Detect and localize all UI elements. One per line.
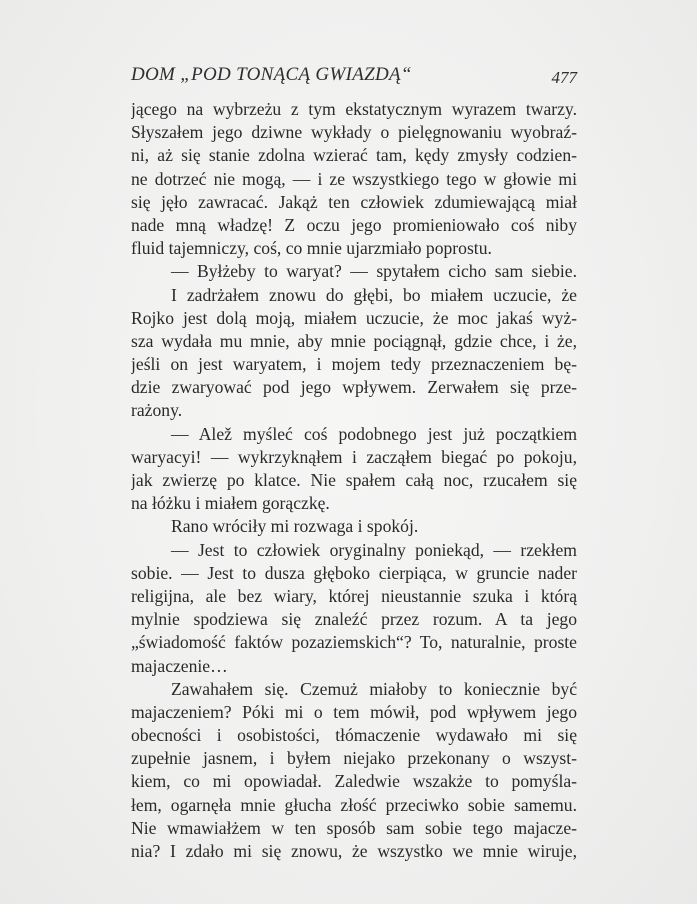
text-line: sobie. — Jest to dusza głęboko cierpiąca, w gruncie nader (131, 562, 577, 583)
page-header (131, 64, 577, 94)
text-line: zupełnie jasnem, i byłem niejako przekonany o wszyst- (131, 748, 577, 769)
text-line: się jęło zawracać. Jakąż ten człowiek zdumiewającą miał (131, 191, 577, 212)
text-line: Rojko jest dolą moją, miałem uczucie, że moc jakaś wyż- (131, 307, 577, 328)
text-line: I zadrżałem znowu do głębi, bo miałem uczucie, że (171, 284, 577, 305)
text-line: rażony. (131, 400, 183, 421)
text-line: mylnie spodziewa się znaleźć przez rozum. A ta jego (131, 609, 577, 630)
running-title: DOM „POD TONĄCĄ GWIAZDĄ“ (131, 64, 412, 85)
text-line: fluid tajemniczy, coś, co mnie ujarzmiało poprostu. (131, 238, 492, 259)
text-line: — Byłżeby to waryat? — spytałem cicho sam siebie. (171, 261, 577, 282)
text-line: Rano wróciły mi rozwaga i spokój. (171, 516, 419, 537)
text-line: jącego na wybrzeżu z tym ekstatycznym wyrazem twarzy. (131, 99, 577, 119)
text-line: ni, aż się stanie zdolna wzierać tam, kędy zmysły codzien- (131, 145, 577, 166)
text-line: ne dotrzeć nie mogą, — i ze wszystkiego tego w głowie mi (131, 168, 577, 189)
text-line: jeśli on jest waryatem, i mojem tedy przeznaczeniem bę- (131, 354, 577, 375)
text-line: majaczeniem? Póki mi o tem mówił, pod wpływem jego (131, 701, 577, 722)
text-line: religijna, ale bez wiary, której nieustannie szuka i którą (131, 585, 577, 606)
text-line: jak zwierzę po klatce. Nie spałem całą noc, rzucałem się (131, 470, 577, 490)
text-line: nade mną władzę! Z oczu jego promieniowało coś niby (131, 214, 577, 235)
page-number: 477 (551, 68, 577, 87)
text-line: kiem, co mi opowiadał. Zaledwie wszakże to pomyśla- (131, 771, 577, 792)
text-line: majaczenie… (131, 655, 228, 676)
text-line: Słyszałem jego dziwne wykłady o pielęgnowaniu wyobraź- (131, 122, 577, 143)
text-line: Nie wmawiałżem w ten sposób sam sobie tego majacze- (131, 817, 577, 838)
text-line: Zawahałem się. Czemuż miałoby to koniecznie być (171, 678, 577, 699)
body-text (131, 98, 577, 863)
text-line: nia? I zdało mi się znowu, że wszystko we mnie wiruje, (131, 841, 577, 861)
text-line: łem, ogarnęła mnie głucha złość przeciwko sobie samemu. (131, 794, 577, 815)
text-line: — Jest to człowiek oryginalny poniekąd, — rzekłem (171, 539, 577, 560)
text-line: dzie zwaryować pod jego wpływem. Zerwałem się prze- (131, 377, 577, 398)
text-line: „świadomość faktów pozaziemskich“? To, naturalnie, proste (131, 632, 577, 653)
text-line: waryacyi! — wykrzyknąłem i zacząłem biegać po pokoju, (131, 446, 577, 467)
text-line: na łóżku i miałem gorączkę. (131, 493, 330, 514)
text-line: — Alež myśleć coś podobnego jest już początkiem (171, 423, 577, 444)
text-line: sza wydała mu mnie, aby mnie pociągnął, gdzie chce, i że, (131, 330, 577, 351)
text-line: obecności i osobistości, tłómaczenie wydawało mi się (131, 725, 577, 746)
